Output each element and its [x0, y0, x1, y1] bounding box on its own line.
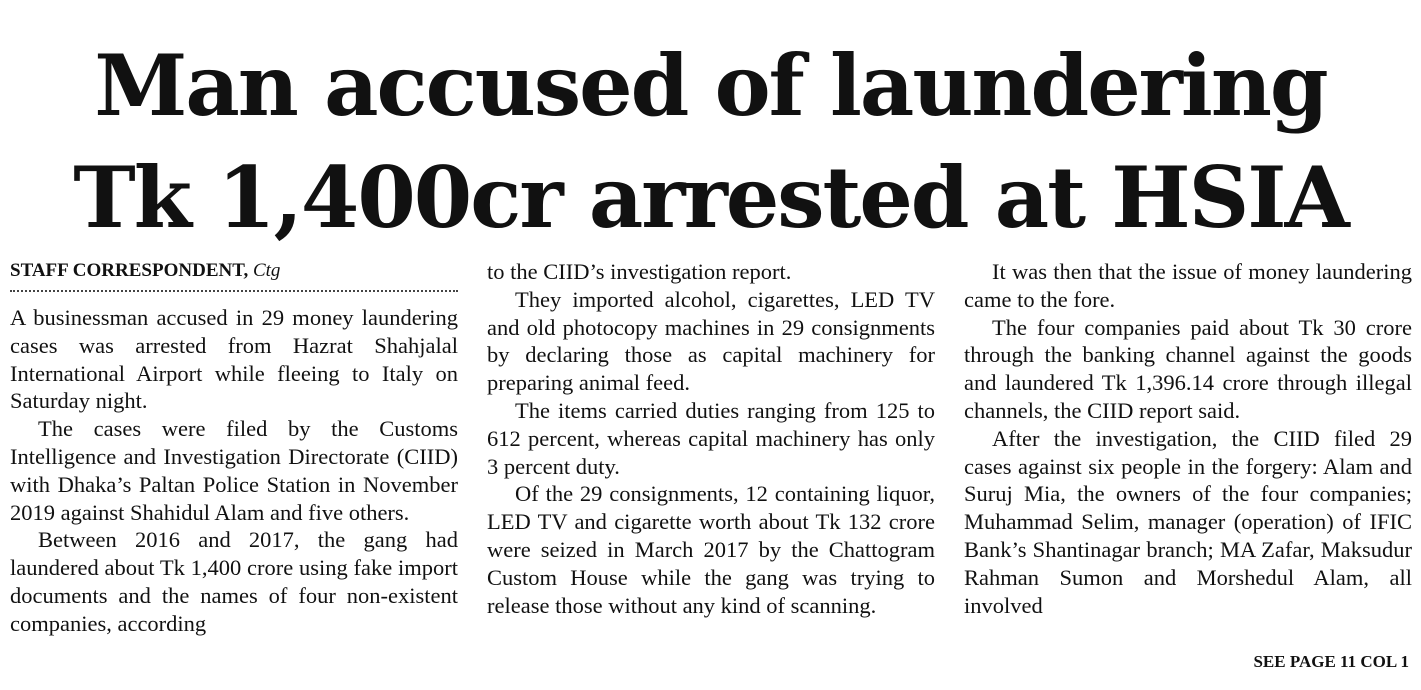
- byline: [10, 258, 458, 292]
- headline: [0, 30, 1421, 254]
- article-column-2: [487, 258, 935, 619]
- paragraph-4: They imported alcohol, cigarettes, LED TV and old photocopy machines in 29 consignments by declaring those as capital machinery for preparing animal feed.: [487, 286, 935, 396]
- paragraph-5: The items carried duties ranging from 125 to 612 percent, whereas capital machinery has only 3 percent duty.: [487, 397, 935, 479]
- article-column-3: [964, 258, 1412, 619]
- paragraph-3: Between 2016 and 2017, the gang had laundered about Tk 1,400 crore using fake import documents and the names of four non-existent companies, according: [10, 527, 458, 636]
- paragraph-8: The four companies paid about Tk 30 crore through the banking channel against the goods and laundered Tk 1,396.14 crore through illegal channels, the CIID report said.: [964, 314, 1412, 423]
- paragraph-9: After the investigation, the CIID filed 29 cases against six people in the forgery: Alam and Suruj Mia, the owners of the four companies; Muhammad Selim, manager (operation) of IFIC Bank’s Shantinagar branch; MA Zafar, Maksudur Rahman Sumon and Morshedul Alam, all involved: [964, 425, 1412, 618]
- paragraph-2: The cases were filed by the Customs Intelligence and Investigation Directorate (CIID) with Dhaka’s Paltan Police Station in November 2019 against Shahidul Alam and five others.: [10, 416, 458, 525]
- paragraph-6: Of the 29 consignments, 12 containing liquor, LED TV and cigarette worth about Tk 132 crore were seized in March 2017 by the Chattogram Custom House while the gang was trying to release those without any kind of scanning.: [487, 481, 935, 618]
- continued-on-page: SEE PAGE 11 COL 1: [1253, 652, 1409, 671]
- byline-place: Ctg: [252, 260, 281, 281]
- headline-line-1: Man accused of laundering: [94, 36, 1327, 135]
- byline-name: STAFF CORRESPONDENT,: [10, 260, 249, 281]
- article-column-1: [10, 258, 458, 638]
- paragraph-3-continued: to the CIID’s investigation report.: [487, 259, 792, 284]
- paragraph-7: It was then that the issue of money laundering came to the fore.: [964, 259, 1412, 312]
- headline-line-2: Tk 1,400cr arrested at HSIA: [73, 148, 1348, 247]
- paragraph-1: A businessman accused in 29 money laundering cases was arrested from Hazrat Shahjalal International Airport while fleeing to Italy on Saturday night.: [10, 305, 458, 414]
